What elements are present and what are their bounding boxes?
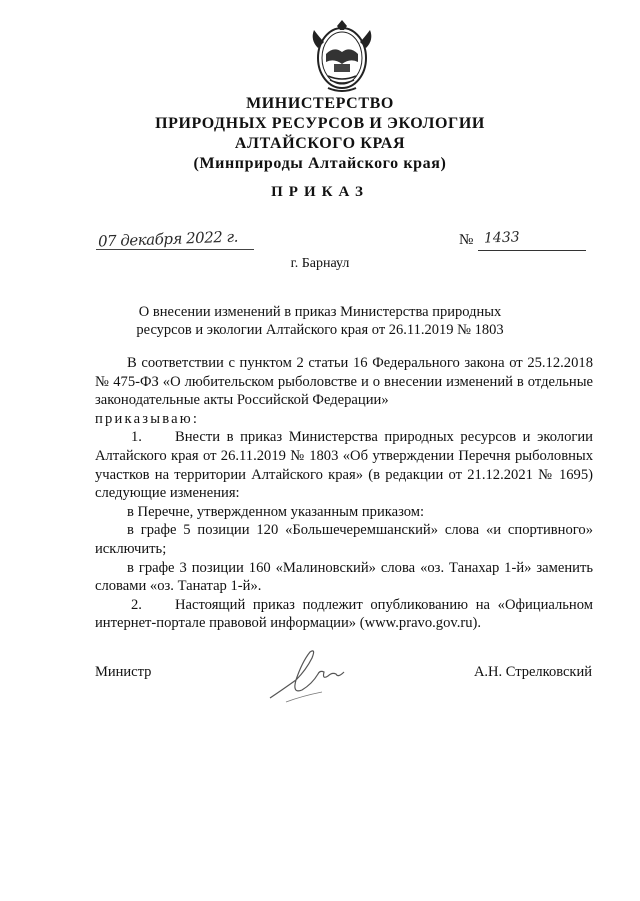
item-1-sub: в Перечне, утвержденном указанным приказом: xyxy=(127,503,425,520)
date-underline xyxy=(96,249,254,250)
item-text: Внести в приказ Министерства природных ресурсов и экологии Алтайского края от 26.11.2019 № 1803 «Об утверждении Перечня рыболовных участков на территории Алтайского края» (в редакции от 21.12.2021 № 1695) следующие изменения: xyxy=(95,429,593,502)
ministry-line: ПРИРОДНЫХ РЕСУРСОВ И ЭКОЛОГИИ xyxy=(155,115,485,132)
ministry-short-name: (Минприроды Алтайского края) xyxy=(193,155,447,172)
item-number: 2. xyxy=(131,596,142,613)
item-number: 1. xyxy=(131,429,142,446)
order-number-label: № xyxy=(459,232,474,248)
order-subject xyxy=(110,303,530,339)
coat-of-arms-emblem-icon xyxy=(304,18,380,94)
order-title: ПРИКАЗ xyxy=(271,184,369,200)
item-text: Настоящий приказ подлежит опубликованию на «Официальном интернет-портале правовой информации» (www.pravo.gov.ru). xyxy=(95,596,593,632)
subject-line: ресурсов и экологии Алтайского края от 26.11.2019 № 1803 xyxy=(136,322,504,338)
item-1-sub: в графе 3 позиции 160 «Малиновский» слова «оз. Танахар 1-й» заменить словами «оз. Танатар 1-й». xyxy=(95,559,593,595)
handwritten-order-number: 1433 xyxy=(483,229,520,247)
order-body xyxy=(95,354,593,633)
city: г. Барнаул xyxy=(290,256,350,271)
handwritten-date: 07 декабря 2022 г. xyxy=(97,227,239,251)
decree-word: приказываю: xyxy=(95,410,200,427)
number-underline xyxy=(478,250,586,251)
item-2 xyxy=(95,596,593,633)
ministry-line: МИНИСТЕРСТВО xyxy=(246,95,394,112)
ministry-name xyxy=(100,94,540,174)
item-1-sub: в графе 5 позиции 120 «Большечеремшанский» слова «и спортивного» исключить; xyxy=(95,522,593,557)
signatory-name: А.Н. Стрелковский xyxy=(473,664,592,680)
ministry-line: АЛТАЙСКОГО КРАЯ xyxy=(234,135,406,152)
item-1 xyxy=(95,428,593,502)
preamble: В соответствии с пунктом 2 статьи 16 Федерального закона от 25.12.2018 № 475-ФЗ «О любительском рыболовстве и о внесении изменений в отдельные законодательные акты Российской Федерации» xyxy=(95,355,593,409)
subject-line: О внесении изменений в приказ Министерства природных xyxy=(138,304,502,320)
signature-mark-icon xyxy=(262,640,358,704)
signatory-title: Министр xyxy=(95,664,152,680)
